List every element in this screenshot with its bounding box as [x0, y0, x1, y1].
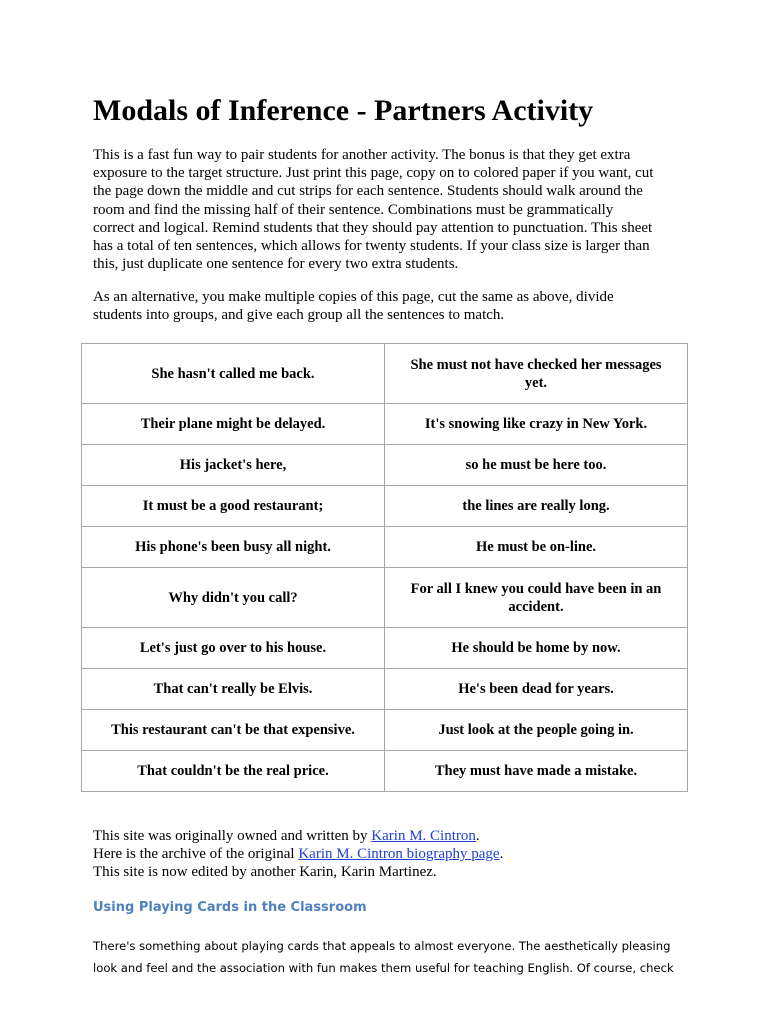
- sentence-second-half: He must be on-line.: [385, 527, 688, 568]
- table-row: [82, 527, 688, 568]
- table-row: [82, 669, 688, 710]
- table-row: [82, 568, 688, 628]
- sentence-first-half: His phone's been busy all night.: [82, 527, 385, 568]
- biography-link[interactable]: Karin M. Cintron biography page: [298, 846, 500, 862]
- table-row: [82, 344, 688, 404]
- sentence-second-half: Just look at the people going in.: [385, 710, 688, 751]
- sentence-match-table: [81, 343, 688, 792]
- table-row: [82, 751, 688, 792]
- sentence-second-half: He's been dead for years.: [385, 669, 688, 710]
- alternative-line: As an alternative, you make multiple copies of this page, cut the same as above, divide: [93, 289, 614, 305]
- page-title: Modals of Inference - Partners Activity: [93, 94, 594, 127]
- sentence-second-half: so he must be here too.: [385, 445, 688, 486]
- table-row: [82, 445, 688, 486]
- credits-text: .: [499, 846, 504, 862]
- section-line: look and feel and the association with fun makes them useful for teaching English. Of course, check: [93, 961, 674, 975]
- alternative-line: students into groups, and give each group all the sentences to match.: [93, 307, 505, 324]
- section-body: [93, 935, 674, 979]
- sentence-first-half: This restaurant can't be that expensive.: [82, 710, 385, 751]
- sentence-first-half: Their plane might be delayed.: [82, 404, 385, 445]
- intro-line: has a total of ten sentences, which allows for twenty students. If your class size is larger than: [93, 238, 650, 255]
- intro-line: This is a fast fun way to pair students for another activity. The bonus is that they get extra: [93, 147, 631, 163]
- section-line: There's something about playing cards that appeals to almost everyone. The aesthetically pleasing: [93, 939, 671, 953]
- author-link[interactable]: Karin M. Cintron: [371, 828, 476, 844]
- sentence-second-half: He should be home by now.: [385, 628, 688, 669]
- credits-line-owner: [93, 827, 503, 845]
- intro-line: the page down the middle and cut strips for each sentence. Students should walk around the: [93, 183, 643, 200]
- sentence-first-half: His jacket's here,: [82, 445, 385, 486]
- credits-line-editor: This site is now edited by another Karin, Karin Martinez.: [93, 864, 437, 880]
- credits-text: This site was originally owned and written by: [93, 828, 372, 844]
- sentence-first-half: That can't really be Elvis.: [82, 669, 385, 710]
- credits-text: .: [475, 828, 480, 844]
- sentence-second-half: She must not have checked her messages yet.: [385, 344, 688, 404]
- sentence-first-half: It must be a good restaurant;: [82, 486, 385, 527]
- sentence-first-half: She hasn't called me back.: [82, 344, 385, 404]
- intro-paragraph: [93, 146, 693, 273]
- sentence-first-half: Why didn't you call?: [82, 568, 385, 628]
- intro-line: room and find the missing half of their sentence. Combinations must be grammatically: [93, 201, 614, 218]
- sentence-first-half: That couldn't be the real price.: [82, 751, 385, 792]
- intro-line: exposure to the target structure. Just print this page, copy on to colored paper if you want, cut: [93, 165, 654, 182]
- table-row: [82, 628, 688, 669]
- credits-line-archive: [93, 845, 503, 863]
- sentence-second-half: For all I knew you could have been in an accident.: [385, 568, 688, 628]
- table-row: [82, 486, 688, 527]
- table-row: [82, 404, 688, 445]
- alternative-paragraph: [93, 288, 693, 324]
- intro-line: this, just duplicate one sentence for every two extra students.: [93, 256, 459, 273]
- sentence-second-half: They must have made a mistake.: [385, 751, 688, 792]
- intro-line: correct and logical. Remind students that they should pay attention to punctuation. This sheet: [93, 219, 653, 236]
- credits-block: [93, 827, 503, 881]
- table-row: [82, 710, 688, 751]
- section-heading: Using Playing Cards in the Classroom: [93, 900, 367, 915]
- sentence-first-half: Let's just go over to his house.: [82, 628, 385, 669]
- credits-text: Here is the archive of the original: [93, 846, 299, 862]
- sentence-second-half: the lines are really long.: [385, 486, 688, 527]
- sentence-second-half: It's snowing like crazy in New York.: [385, 404, 688, 445]
